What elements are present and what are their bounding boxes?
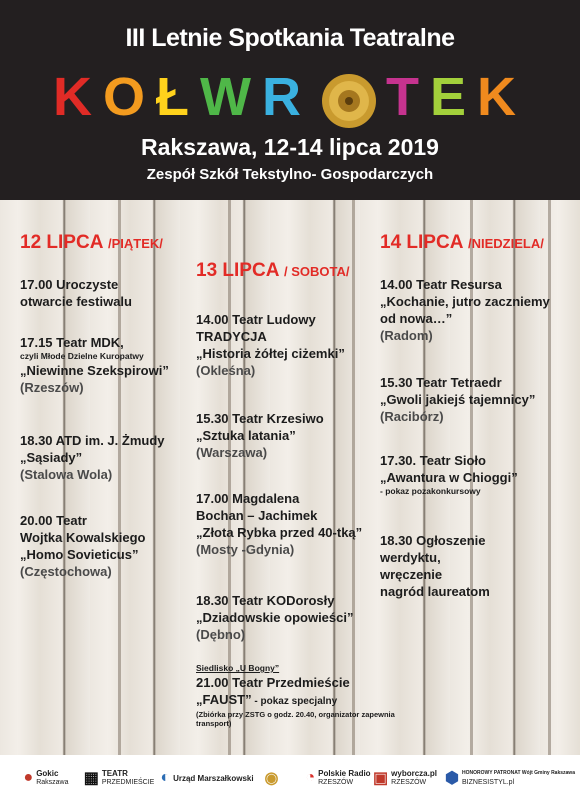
event-line: „Kochanie, jutro zaczniemy [380,294,550,309]
event-line: 20.00 Teatr [20,513,87,528]
logo-letter: O [102,67,156,127]
event-line: 18.30 Ogłoszenie [380,533,486,548]
polskie-radio-logo-icon [305,763,371,793]
event-entry [196,311,345,379]
event-line: 14.00 Teatr Resursa [380,277,502,292]
event-line: „Sąsiady” [20,450,83,465]
sponsor-name: HONOROWY PATRONAT Wójt Gminy Rakszawa [462,770,575,776]
sponsor-mark-icon: ◔ [305,769,316,786]
venue-name: Zespół Szkół Tekstylno- Gospodarczych [146,166,434,183]
day-weekday: / SOBOTA/ [284,264,350,279]
event-entry [20,512,145,580]
event-line: „Dziadowskie opowieści” [196,610,354,625]
event-entry [20,432,165,483]
event-entry [380,276,550,344]
event-location: (Radom) [380,328,433,343]
day-heading-saturday [196,260,349,282]
event-line: „Sztuka latania” [196,428,296,443]
event-transport-note: (Zbiórka przy ZSTG o godz. 20.40, organizator zapewnia [196,710,395,719]
sponsors-bar [0,755,580,800]
sponsor-mark-icon: ◉ [264,770,279,787]
biznesistyl-logo-icon [445,763,575,793]
festival-logo [0,62,580,132]
event-location: (Mosty -Gdynia) [196,542,295,557]
event-entry [196,592,354,643]
event-location: (Warszawa) [196,445,268,460]
event-line: od nowa…” [380,311,453,326]
sponsor-subname: Rakszawa [36,779,69,786]
sponsor-mark-icon: ● [23,769,34,786]
event-line: 18.30 Teatr KODorosły [196,593,335,608]
event-line: „Gwoli jakiejś tajemnicy” [380,392,536,407]
coat-of-arms-icon [258,763,288,793]
event-line: werdyktu, [380,550,441,565]
event-entry [196,410,324,461]
event-title: „FAUST” [196,692,252,707]
event-entry [20,276,132,310]
marshal-office-logo-icon [160,763,254,793]
festival-title: III Letnie Spotkania Teatralne [125,24,455,52]
event-location: (Rzeszów) [20,380,84,395]
sponsor-mark-icon: ◐ [160,769,171,786]
sponsor-subname: BIZNESISTYL.pl [462,779,515,786]
event-subtitle: - pokaz pozakonkursowy [380,486,481,496]
logo-letter: R [261,67,312,127]
event-location: (Stalowa Wola) [20,467,113,482]
event-location: (Częstochowa) [20,564,112,579]
event-line: 15.30 Teatr Krzesiwo [196,411,324,426]
gokic-logo-icon [18,763,74,793]
event-subtitle: czyli Młode Dzielne Kuropatwy [20,351,144,361]
event-line: Wojtka Kowalskiego [20,530,146,545]
event-venue-note: Siedlisko „U Bogny” [196,663,280,673]
event-line: „Historia żółtej ciżemki” [196,346,345,361]
sponsor-name: TEATR [101,769,128,778]
logo-letter: W [200,67,262,127]
sponsor-subname: RZESZÓW [391,779,427,786]
day-heading-friday [20,232,163,254]
sponsor-name: Polskie Radio [318,769,371,778]
event-line: 17.30. Teatr Sioło [380,453,486,468]
sponsor-mark-icon: ▣ [373,770,389,787]
event-transport-note: transport) [196,719,232,728]
event-entry [20,334,169,396]
sponsor-subname: PRZEDMIEŚCIE [101,779,155,786]
event-line: 14.00 Teatr Ludowy [196,312,316,327]
event-entry [196,663,395,728]
sponsor-subname: RZESZÓW [318,779,354,786]
sponsor-name: wyborcza.pl [391,769,437,778]
logo-letter: K [52,67,103,127]
event-entry [380,374,535,425]
event-line: wręczenie [380,567,443,582]
event-line: „Awantura w Chioggi” [380,470,518,485]
event-line: 21.00 Teatr Przedmieście [196,675,350,690]
event-line: „Homo Sovieticus” [20,547,139,562]
sponsor-mark-icon: ▦ [83,770,99,787]
logo-letter: K [477,67,527,127]
day-date: 13 LIPCA [196,260,279,281]
logo-letter: T [385,67,430,127]
event-line: TRADYCJA [196,329,267,344]
event-line: otwarcie festiwalu [20,294,132,309]
sponsor-name: Urząd Marszałkowski [173,773,254,783]
event-line: nagród laureatom [380,584,490,599]
logo-letter: E [429,67,477,127]
wyborcza-logo-icon [372,763,438,793]
event-title-line [196,691,395,710]
event-location: (Okleśna) [196,363,256,378]
event-entry [196,490,362,558]
day-weekday: /PIĄTEK/ [108,236,163,251]
poster-header [0,0,580,200]
event-line: 17.00 Magdalena [196,491,300,506]
event-line: 17.15 Teatr MDK, [20,335,124,350]
event-line: „Niewinne Szekspirowi” [20,363,169,378]
event-location: (Racibórz) [380,409,444,424]
event-title-note: - pokaz specjalny [251,696,338,707]
event-location: (Dębno) [196,627,246,642]
logo-letter: Ł [156,67,200,127]
day-weekday: /NIEDZIELA/ [468,236,544,251]
event-entry [380,452,518,497]
event-line: Bochan – Jachimek [196,508,318,523]
teatr-przedmiescie-logo-icon [83,763,155,793]
day-date: 12 LIPCA [20,232,103,253]
wooden-knot-ornament-icon [316,70,382,132]
day-date: 14 LIPCA [380,232,463,253]
event-line: 18.30 ATD im. J. Żmudy [20,433,165,448]
event-line: „Złota Rybka przed 40-tką” [196,525,363,540]
event-entry [380,532,490,600]
event-line: 15.30 Teatr Tetraedr [380,375,502,390]
day-heading-sunday [380,232,544,254]
place-and-date: Rakszawa, 12-14 lipca 2019 [141,134,439,160]
sponsor-mark-icon: ⬢ [445,770,459,787]
event-line: 17.00 Uroczyste [20,277,119,292]
sponsor-name: Gokic [36,769,59,778]
